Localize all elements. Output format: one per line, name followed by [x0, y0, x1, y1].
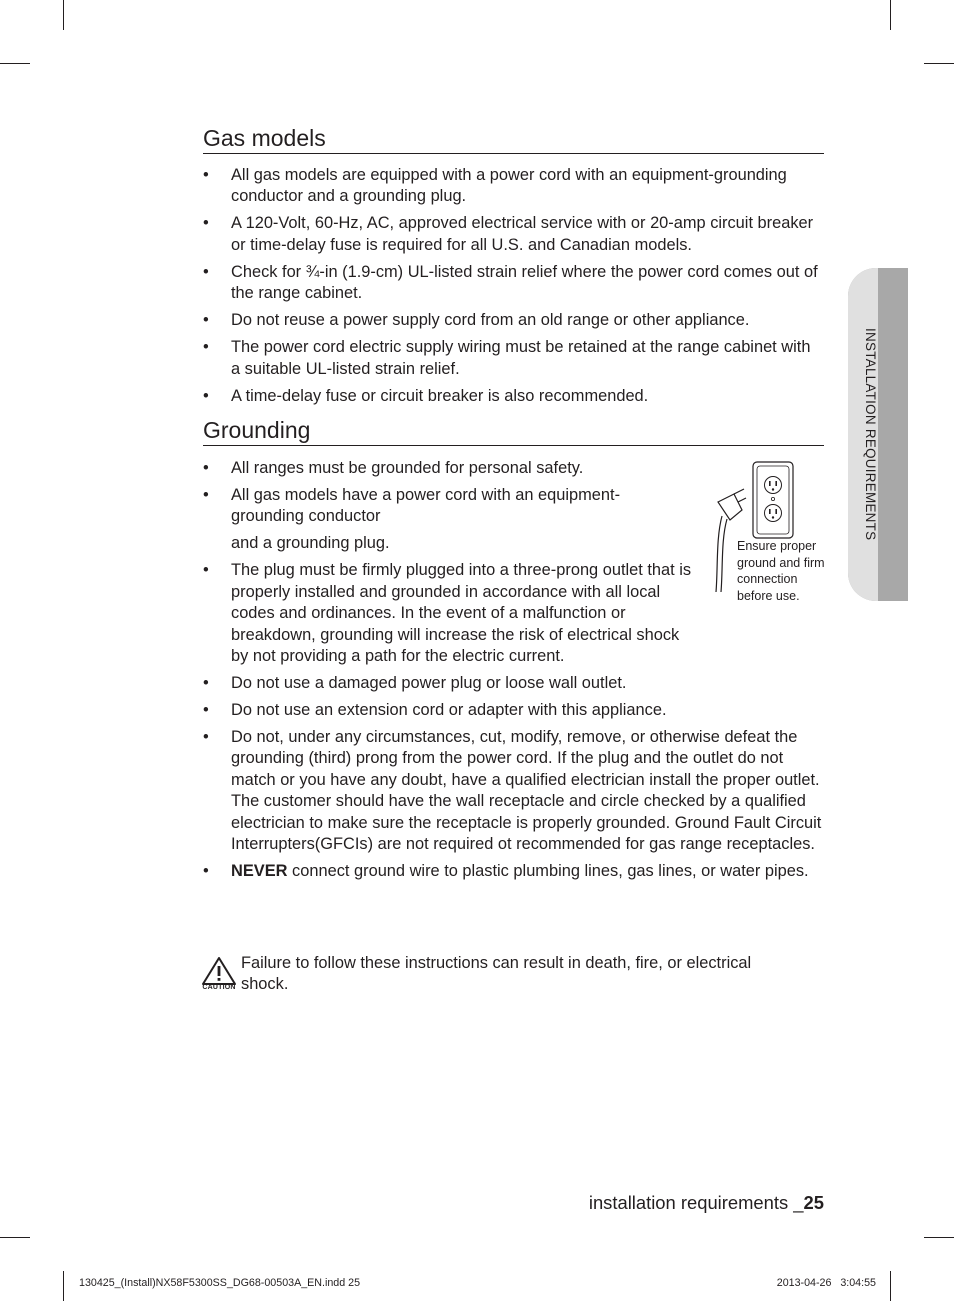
bullet-text: The plug must be firmly plugged into a three-prong outlet that is properly installed and grounded in accordance with all local codes and ordinances. In the event of a malfunction or breakdown, grounding will increase the risk of electrical shock by not providing a path for the electric current. [231, 561, 692, 666]
list-item [203, 727, 824, 855]
list-item [203, 310, 824, 331]
list-item [203, 213, 824, 256]
footer-section: installation requirements _ [588, 1192, 804, 1213]
bullet-dot: • [203, 214, 209, 233]
list-item [203, 165, 824, 208]
bullet-text: Do not, under any circumstances, cut, modify, remove, or otherwise defeat the grounding (third) prong from the power cord. If the plug and the outlet do not match or you have any doubt, have a qualified electrician install the proper outlet. [231, 728, 820, 789]
page-footer [589, 1192, 824, 1214]
grounding-heading: Grounding [203, 416, 824, 446]
bullet-text-rest: connect ground wire to plastic plumbing lines, gas lines, or water pipes. [287, 862, 809, 881]
crop-mark [63, 0, 64, 30]
crop-mark [924, 1237, 954, 1238]
list-item [203, 700, 824, 721]
bullet-dot: • [203, 674, 209, 693]
bullet-dot: • [203, 459, 209, 477]
bullet-text: Do not use an extension cord or adapter with this appliance. [231, 701, 667, 720]
crop-mark [63, 1271, 64, 1301]
bullet-text: The power cord electric supply wiring must be retained at the range cabinet with a suitable UL-listed strain relief. [231, 338, 811, 378]
bullet-dot: • [203, 386, 209, 405]
section-side-tab [848, 268, 908, 601]
side-tab-label: INSTALLATION REQUIREMENTS [863, 328, 878, 541]
slug-date: 2013-04-26 3:04:55 [776, 1277, 876, 1289]
list-item [203, 262, 824, 305]
list-item [203, 560, 693, 667]
bullet-text: All gas models are equipped with a power cord with an equipment-grounding conductor and a grounding plug. [231, 166, 787, 206]
caution-note [200, 953, 824, 997]
list-item [203, 673, 824, 694]
bullet-text-continued: and a grounding plug. [231, 534, 390, 553]
bullet-text: Do not use a damaged power plug or loose wall outlet. [231, 674, 627, 693]
bullet-text: A 120-Volt, 60-Hz, AC, approved electrical service with or 20-amp circuit breaker or time-delay fuse is required for all U.S. and Canadian models. [231, 214, 814, 254]
illustration-caption: Ensure proper ground and firm connection before use. [737, 539, 825, 603]
bullet-text [231, 861, 824, 882]
bullet-text: All gas models have a power cord with an equipment-grounding conductor [231, 486, 621, 526]
crop-mark [0, 63, 30, 64]
bullet-dot: • [203, 311, 209, 330]
bullet-text: A time-delay fuse or circuit breaker is also recommended. [231, 386, 649, 405]
crop-mark [890, 1271, 891, 1301]
slug-file: 130425_(Install)NX58F5300SS_DG68-00503A_EN.indd 25 [79, 1277, 361, 1289]
crop-mark [0, 1237, 30, 1238]
list-item [203, 861, 824, 882]
bullet-text: Do not reuse a power supply cord from an old range or other appliance. [231, 311, 750, 330]
bullet-dot: • [203, 338, 209, 357]
bullet-dot: • [203, 701, 209, 720]
bullet-dot: • [203, 561, 209, 580]
caution-text: Failure to follow these instructions can result in death, fire, or electrical shock. [241, 954, 752, 994]
bullet-dot: • [203, 166, 209, 184]
list-item [203, 337, 824, 380]
never-emphasis: NEVER [231, 862, 288, 881]
list-item [203, 485, 671, 555]
page-number: 25 [803, 1192, 824, 1213]
gas-models-list [203, 165, 824, 413]
bullet-text: Check for ¾-in (1.9-cm) UL-listed strain relief where the power cord comes out of the range cabinet. [231, 262, 818, 303]
list-item [203, 386, 824, 407]
caution-icon-label: CAUTION [202, 984, 236, 991]
crop-mark [924, 63, 954, 64]
bullet-dot: • [203, 728, 209, 747]
bullet-dot: • [203, 262, 209, 281]
bullet-dot: • [203, 486, 209, 504]
crop-mark [890, 0, 891, 30]
bullet-text-continued: The customer should have the wall receptacle and circle checked by a qualified electrician to make sure the receptacle is properly grounded. Ground Fault Circuit Interrupters(GFCIs) are not required ot recommended for gas range receptacles. [231, 792, 822, 854]
gas-models-heading: Gas models [203, 124, 824, 154]
bullet-text: All ranges must be grounded for personal safety. [231, 459, 584, 477]
bullet-dot: • [203, 862, 209, 881]
